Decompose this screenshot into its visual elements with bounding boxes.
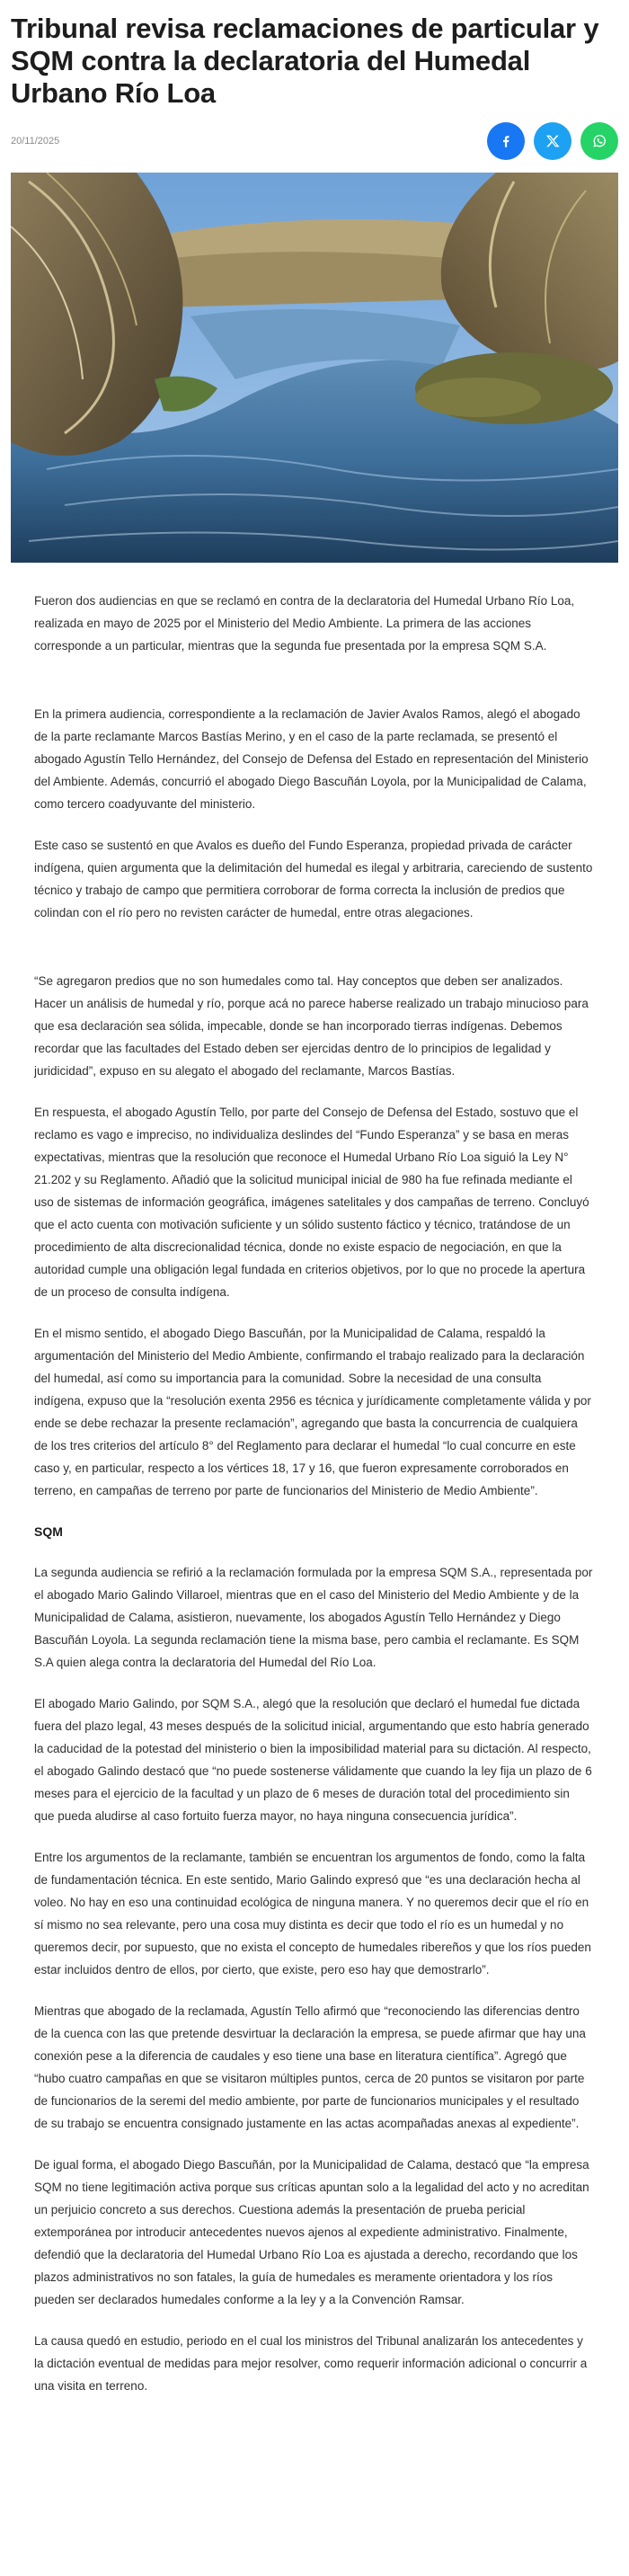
- whatsapp-icon: [591, 133, 607, 149]
- wetland-river-photo: [11, 173, 618, 563]
- paragraph-2: En la primera audiencia, correspondiente a la reclamación de Javier Avalos Ramos, alegó el abogado de la parte reclamante Marcos Bastías Merino, y en el caso de la parte reclamada, se presentó el abogado Agustín Tello Hernández, del Consejo de Defensa del Estado en representación del Ministerio del Ambiente. Además, concurrió el abogado Diego Bascuñán Loyola, por la Municipalidad de Calama, como tercero coadyuvante del ministerio.: [34, 707, 589, 811]
- article-title: Tribunal revisa reclamaciones de particular y SQM contra la declaratoria del Humedal Urbano Río Loa: [11, 13, 599, 109]
- paragraph-7: La segunda audiencia se refirió a la reclamación formulada por la empresa SQM S.A., representada por el abogado Mario Galindo Villaroel, mientras que en el caso del Ministerio del Medio Ambiente y de la Municipalidad de Calama, asistieron, nuevamente, los abogados Agustín Tello Hernández y Diego Bascuñán Loyola. La segunda reclamación tiene la misma base, pero cambia el reclamante. Es SQM S.A quien alega contra la declaratoria del Humedal del Río Loa.: [34, 1566, 593, 1669]
- paragraph-12: La causa quedó en estudio, periodo en el cual los ministros del Tribunal analizarán los antecedentes y la dictación eventual de medidas para mejor resolver, como requerir información adicional o concurrir a una visita en terreno.: [34, 2334, 588, 2393]
- hero-image: [11, 173, 618, 563]
- paragraph-11: De igual forma, el abogado Diego Bascuñán, por la Municipalidad de Calama, destacó que “la empresa SQM no tiene legitimación activa porque sus críticas apuntan solo a la legalidad del acto y no acreditan un perjuicio concreto a sus derechos. Cuestiona además la presentación de prueba pericial extemporánea por introducir antecedentes nuevos ajenos al expediente administrativo. Finalmente, defendió que la declaratoria del Humedal Urbano Río Loa es ajustada a derecho, recordando que los plazos administrativos no son fatales, la guía de humedales es meramente orientadora y los ríos pueden ser declarados humedales conforme a la ley y a la Convención Ramsar.: [34, 2158, 589, 2306]
- facebook-icon: [498, 133, 514, 149]
- article-meta: [0, 110, 629, 162]
- article-header: [0, 0, 629, 110]
- x-icon: [545, 133, 561, 149]
- paragraph-1: Fueron dos audiencias en que se reclamó en contra de la declaratoria del Humedal Urbano Río Loa, realizada en mayo de 2025 por el Ministerio del Medio Ambiente. La primera de las acciones corresponde a un particular, mientras que la segunda fue presentada por la empresa SQM S.A.: [34, 594, 575, 653]
- section-heading-sqm: SQM: [34, 1524, 63, 1539]
- paragraph-5: En respuesta, el abogado Agustín Tello, por parte del Consejo de Defensa del Estado, sostuvo que el reclamo es vago e impreciso, no individualiza deslindes del “Fundo Esperanza” y se basa en meras expectativas, mientras que la resolución que reconoce el Humedal Urbano Río Loa siguió la Ley N° 21.202 y su Reglamento. Añadió que la solicitud municipal inicial de 980 ha fue refinada mediante el uso de sistemas de información geográfica, imágenes satelitales y dos campañas de terreno. Concluyó que el acto cuenta con motivación suficiente y un sólido sustento fáctico y técnico, tratándose de un procedimiento de alta discrecionalidad técnica, donde no existe espacio de negociación, en que la autoridad cumple una obligación legal fundada en criterios objetivos, por lo que no procede la apertura de un proceso de consulta indígena.: [34, 1106, 589, 1299]
- share-buttons: [487, 122, 618, 160]
- share-x-button[interactable]: [534, 122, 571, 160]
- paragraph-3: Este caso se sustentó en que Avalos es dueño del Fundo Esperanza, propiedad privada de carácter indígena, quien argumenta que la delimitación del humedal es ilegal y arbitraria, careciendo de sustento técnico y trabajo de campo que permitiera corroborar de forma correcta la inclusión de predios que colindan con el río pero no revisten carácter de humedal, entre otras alegaciones.: [34, 839, 593, 919]
- paragraph-4: “Se agregaron predios que no son humedales como tal. Hay conceptos que deben ser analizados. Hacer un análisis de humedal y río, porque acá no parece haberse realizado un trabajo minucioso para que esa declaración sea sólida, impecable, donde se han incorporado tierras indígenas. Debemos recordar que las facultades del Estado deben ser ejercidas dentro de lo principios de legalidad y juridicidad”, expuso en su alegato el abogado del reclamante, Marcos Bastías.: [34, 974, 589, 1078]
- paragraph-10: Mientras que abogado de la reclamada, Agustín Tello afirmó que “reconociendo las diferencias dentro de la cuenca con las que pretende desvirtuar la declaración la empresa, se puede afirmar que hay una conexión pese a la diferencia de caudales y eso tiene una base en literatura científica”. Agregó que “hubo cuatro campañas en que se visitaron múltiples puntos, cerca de 20 puntos se visitaron por parte de funcionarios de la seremi del medio ambiente, por parte de funcionarios municipales y el resultado de su trabajo se encuentra consignado justamente en las actas acompañadas anexas al expediente”.: [34, 2004, 586, 2130]
- paragraph-9: Entre los argumentos de la reclamante, también se encuentran los argumentos de fondo, como la falta de fundamentación técnica. En este sentido, Mario Galindo expresó que “es una declaración hecha al voleo. No hay en eso una continuidad ecológica de ninguna manera. Y no queremos decir que el río en sí mismo no sea relevante, pero una cosa muy distinta es decir que todo el río es un humedal y no queremos decir, por supuesto, que no exista el concepto de humedales ribereños y que los ríos pueden estar incluidos dentro de ellos, por cierto, que existe, pero eso hay que demostrarlo”.: [34, 1851, 591, 1976]
- publish-date: 20/11/2025: [11, 136, 60, 147]
- share-whatsapp-button[interactable]: [580, 122, 618, 160]
- paragraph-6: En el mismo sentido, el abogado Diego Bascuñán, por la Municipalidad de Calama, respaldó la argumentación del Ministerio del Medio Ambiente, confirmando el trabajo realizado para la declaración del humedal, así como su importancia para la comunidad. Sobre la necesidad de una consulta indígena, expuso que la “resolución exenta 2956 es técnica y jurídicamente completamente válida y por ende se debe rechazar la presente reclamación”, agregando que basta la concurrencia de cualquiera de los tres criterios del artículo 8° del Reglamento para declarar el humedal “lo cual concurre en este caso y, en particular, respecto a los vértices 18, 17 y 16, que fueron expresamente corroborados en terreno, en campañas de terreno por parte de funcionarios del Ministerio de Medio Ambiente”.: [34, 1327, 591, 1497]
- article-body: [0, 563, 629, 2397]
- share-facebook-button[interactable]: [487, 122, 525, 160]
- paragraph-8: El abogado Mario Galindo, por SQM S.A., alegó que la resolución que declaró el humedal fue dictada fuera del plazo legal, 43 meses después de la solicitud inicial, argumentando que esto habría generado la caducidad de la potestad del ministerio o bien la imposibilidad material para su dictación. Al respecto, el abogado Galindo destacó que “no puede sostenerse válidamente que cuando la ley fija un plazo de 6 meses para el ejercicio de la facultad y un plazo de 6 meses de duración total del procedimiento sin que pueda aludirse al caso fortuito fuerza mayor, no haya ninguna consecuencia jurídica”.: [34, 1697, 592, 1823]
